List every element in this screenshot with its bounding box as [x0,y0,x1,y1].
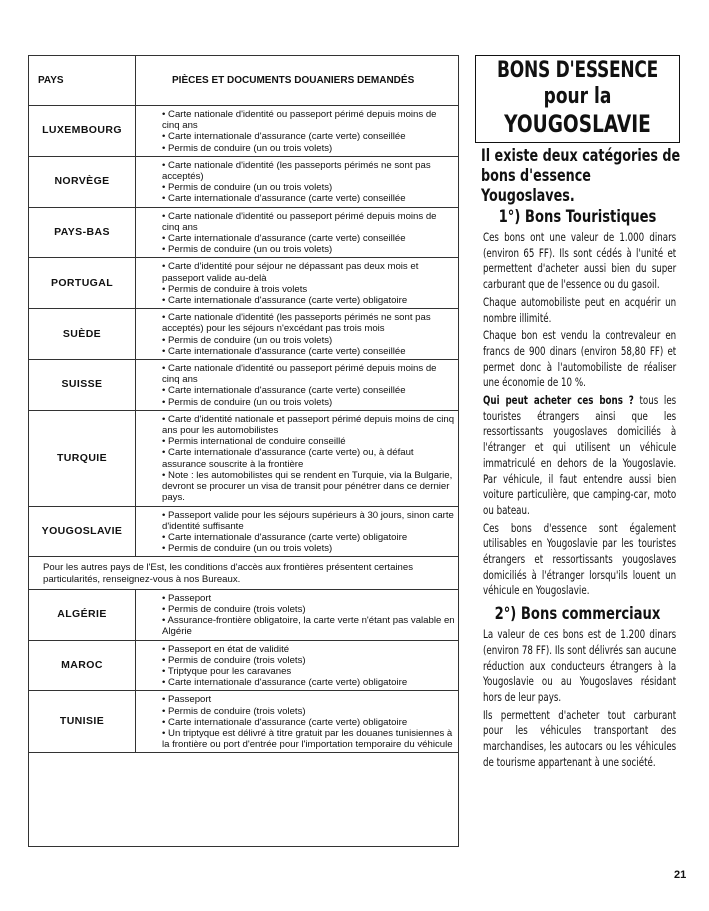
document-requirement: • Carte nationale d'identité (les passeports périmés ne sont pas acceptés) [162,159,431,183]
table-row [29,106,458,157]
section-tourist-vouchers-heading: 1°) Bons Touristiques [498,207,657,227]
table-row [29,207,458,258]
tourist-vouchers-paragraph-5: Ces bons d'essence sont également utilisables en Yougoslavie par les touristes étrangers et ressortissants yougoslaves domiciliés à l'étranger lorsqu'ils louent un véhicule en Yougoslavie. [483,520,677,598]
document-requirement: • Carte internationale d'assurance (carte verte) obligatoire [162,677,408,689]
document-requirement: • Un triptyque est délivré à titre gratuit par les douanes tunisiennes à la frontière ou port d'entrée pour l'importation temporaire du véhicule [162,727,453,751]
document-requirement: • Permis de conduire (un ou trois volets) [162,182,333,194]
table-row [29,156,458,207]
document-requirement: • Permis de conduire (un ou trois volets) [162,543,333,555]
document-requirement: • Carte d'identité pour séjour ne dépassant pas deux mois et passeport valide au-delà [162,261,419,284]
required-documents [136,156,459,207]
title-line-2: pour la [543,84,612,109]
table-row [29,506,458,557]
document-requirement: • Carte nationale d'identité (les passeports périmés ne sont pas acceptés) pour les séjours n'excédant pas trois mois [162,312,431,335]
required-documents [136,106,459,157]
document-requirement: • Carte d'identité nationale et passeport périmé depuis moins de cinq ans pour les automobilistes [162,413,455,437]
commercial-vouchers-paragraph-2: Ils permettent d'acheter tout carburant pour les véhicules transportant des marchandises, les autocars ou les véhicules de tourisme appartenant à une société. [483,707,677,769]
section-commercial-vouchers-heading: 2°) Bons commerciaux [494,604,661,625]
table-row [29,691,458,753]
document-requirement: • Carte nationale d'identité ou passeport périmé depuis moins de cinq ans [162,363,437,386]
country-name: PAYS-BAS [29,207,136,258]
page-number: 21 [674,869,687,881]
country-name: PORTUGAL [29,258,136,309]
document-requirement: • Permis de conduire à trois volets [162,283,308,295]
document-requirement: • Permis de conduire (un ou trois volets) [162,244,333,256]
table-row [29,360,458,411]
eastern-countries-note: Pour les autres pays de l'Est, les conditions d'accès aux frontières présentent certaines particularités, renseignez-vous à nos Bureaux. [29,557,458,589]
table-header [29,56,458,106]
document-requirement: • Assurance-frontière obligatoire, la carte verte n'étant pas valable en Algérie [162,615,455,638]
document-requirement: • Carte internationale d'assurance (carte verte) conseillée [162,385,406,397]
country-name: NORVÈGE [29,156,136,207]
document-requirement: • Carte internationale d'assurance (carte verte) ou, à défaut assurance souscrite à la frontière [162,447,414,470]
document-requirement: • Permis de conduire (trois volets) [162,603,306,615]
required-documents [136,309,459,360]
table-row [29,258,458,309]
table-body-maghreb [29,589,458,753]
categories-subhead: Il existe deux catégories de bons d'essence Yougoslaves. [481,146,681,205]
title-line-1: BONS D'ESSENCE [497,58,658,83]
tourist-vouchers-question-block [483,393,676,519]
document-requirement: • Permis de conduire (un ou trois volets) [162,396,333,408]
document-requirement: • Passeport [162,694,212,706]
document-requirement: • Permis de conduire (trois volets) [162,705,306,717]
table-body-europe [29,106,458,557]
document-requirement: • Passeport en état de validité [162,643,290,655]
customs-documents-table [28,55,459,847]
document-requirement: • Carte internationale d'assurance (carte verte) obligatoire [162,295,408,307]
document-requirement: • Triptyque pour les caravanes [162,665,292,677]
tourist-vouchers-paragraph-1: Ces bons ont une valeur de 1.000 dinars (environ 65 FF). Ils sont cédés à l'unité et permettent d'acheter aussi bien du super carburant que de l'essence ou du gasoil. [483,230,677,292]
required-documents [136,410,459,506]
required-documents [136,691,459,753]
document-requirement: • Carte internationale d'assurance (carte verte) conseillée [162,193,406,205]
document-requirement: • Permis international de conduire conseillé [162,436,346,448]
country-name: ALGÉRIE [29,589,136,640]
document-requirement: • Passeport [162,592,212,604]
fuel-vouchers-title-box [475,55,680,143]
document-requirement: • Carte internationale d'assurance (carte verte) obligatoire [162,531,408,543]
document-requirement: • Permis de conduire (un ou trois volets) [162,142,333,154]
title-line-3: YOUGOSLAVIE [504,110,651,138]
required-documents [136,506,459,557]
document-requirement: • Passeport valide pour les séjours supérieurs à 30 jours, sinon carte d'identité suffisante [162,509,454,532]
tourist-vouchers-paragraph-2: Chaque automobiliste peut en acquérir un nombre illimité. [483,294,677,325]
country-name: TURQUIE [29,410,136,506]
document-requirement: • Carte nationale d'identité ou passeport périmé depuis moins de cinq ans [162,210,437,233]
table-row [29,589,458,640]
who-can-buy-answer: tous les touristes étrangers ainsi que les ressortissants yougoslaves domiciliés à l'étranger et qui utilisent un véhicule immatriculé en dehors de la Yougoslavie. Par véhicule, il faut entendre aussi bien voiture particulière, que camping-car, moto ou bateau. [483,393,677,517]
required-documents [136,258,459,309]
required-documents [136,207,459,258]
tourist-vouchers-paragraph-3: Chaque bon est vendu la contrevaleur en francs de 900 dinars (environ 58,80 FF) et permet donc à l'automobiliste de réaliser une économie de 10 %. [483,328,677,390]
document-requirement: • Carte internationale d'assurance (carte verte) conseillée [162,345,406,357]
country-name: TUNISIE [29,691,136,753]
document-requirement: • Permis de conduire (trois volets) [162,654,306,666]
who-can-buy-question: Qui peut acheter ces bons ? [483,393,634,408]
required-documents [136,640,459,691]
document-requirement: • Carte internationale d'assurance (carte verte) obligatoire [162,716,408,728]
table-note-row [29,557,458,589]
document-requirement: • Carte nationale d'identité ou passeport périmé depuis moins de cinq ans [162,109,437,132]
country-name: YOUGOSLAVIE [29,506,136,557]
country-name: SUÈDE [29,309,136,360]
required-documents [136,360,459,411]
required-documents [136,589,459,640]
fuel-vouchers-column [475,55,680,771]
header-country: PAYS [29,56,136,106]
header-documents: PIÈCES ET DOCUMENTS DOUANIERS DEMANDÉS [136,56,459,106]
document-requirement: • Permis de conduire (un ou trois volets) [162,334,333,346]
document-requirement: • Note : les automobilistes qui se rendent en Turquie, via la Bulgarie, devront se procurer un visa de transit pour pénétrer dans ce dernier pays. [162,469,453,504]
table-row [29,410,458,506]
country-name: LUXEMBOURG [29,106,136,157]
table-row [29,309,458,360]
country-name: SUISSE [29,360,136,411]
document-requirement: • Carte internationale d'assurance (carte verte) conseillée [162,131,406,143]
table-row [29,640,458,691]
commercial-vouchers-paragraph-1: La valeur de ces bons est de 1.200 dinars (environ 78 FF). Ils sont délivrés san aucune réduction aux conducteurs étrangers à la Yougoslavie ou au Yougoslaves résidant hors de leur pays. [483,627,677,704]
country-name: MAROC [29,640,136,691]
document-requirement: • Carte internationale d'assurance (carte verte) conseillée [162,233,406,245]
